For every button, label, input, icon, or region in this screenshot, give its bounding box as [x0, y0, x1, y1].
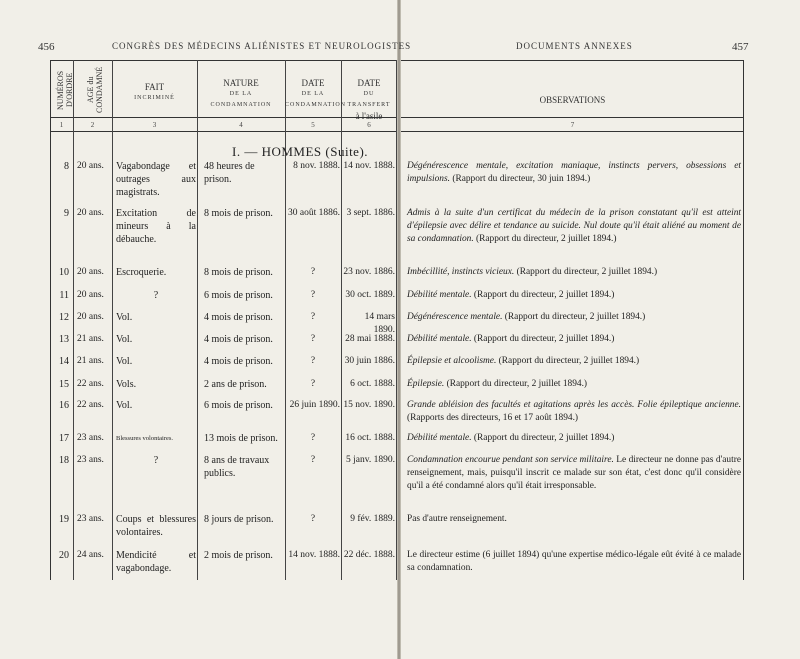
- right-page-number: 457: [732, 41, 749, 53]
- col-header-date-cond-line3: CONDAMNATION: [285, 102, 346, 108]
- col-header-fait-line2: INCRIMINÉ: [134, 95, 175, 101]
- row-observations-text: (Rapport du directeur, 30 juin 1894.): [449, 174, 591, 184]
- row-observations-italic: Épilepsie.: [407, 379, 445, 389]
- row-observations-text: (Rapport du directeur, 2 juillet 1894.): [444, 379, 588, 389]
- row-observations-text: Le directeur estime (6 juillet 1894) qu'une expertise médico-légale eût évité à ce malade sa condamnation.: [407, 550, 741, 573]
- row-fait: ?: [153, 290, 159, 301]
- row-date-transfert: 15 nov. 1890.: [343, 400, 395, 410]
- row-observations-italic: Condamnation encourue pendant son service militaire.: [407, 455, 614, 465]
- col-header-observations: OBSERVATIONS: [539, 95, 606, 105]
- row-nature: 48 heures de prison.: [204, 161, 255, 185]
- row-nature: 8 mois de prison.: [204, 208, 273, 219]
- row-number: 9: [64, 208, 69, 219]
- row-observations: [407, 207, 741, 246]
- row-observations: [407, 432, 741, 445]
- col-number-5: 5: [311, 121, 315, 129]
- row-number: 13: [59, 334, 69, 345]
- row-observations: [407, 311, 741, 324]
- row-observations-text: (Rapport du directeur, 2 juillet 1894.): [514, 267, 658, 277]
- row-age: 20 ans.: [77, 312, 104, 322]
- row-fait: Coups et blessures volontaires.: [116, 514, 196, 538]
- left-page-number: 456: [38, 41, 55, 53]
- row-fait: Vagabondage et outrages aux magistrats.: [116, 161, 196, 198]
- row-age: 23 ans.: [77, 433, 104, 443]
- row-date-condamnation: 30 août 1886.: [288, 208, 340, 218]
- row-date-condamnation: ?: [310, 290, 316, 300]
- row-age: 23 ans.: [77, 514, 104, 524]
- row-age: 22 ans.: [77, 400, 104, 410]
- row-number: 10: [59, 267, 69, 278]
- col-header-date-cond: [285, 78, 346, 111]
- row-date-condamnation: ?: [310, 334, 316, 344]
- row-date-condamnation: ?: [310, 267, 316, 277]
- col-header-age: AGE du CONDAMNÉ: [86, 66, 104, 114]
- row-nature: 8 mois de prison.: [204, 267, 273, 278]
- row-date-condamnation: ?: [310, 312, 316, 322]
- row-observations-italic: Débilité mentale.: [407, 433, 472, 443]
- row-age: 20 ans.: [77, 267, 104, 277]
- row-age: 20 ans.: [77, 208, 104, 218]
- col-header-nature-line1: NATURE: [223, 78, 259, 88]
- row-date-transfert: 28 mai 1888.: [345, 334, 395, 344]
- row-fait: Vols.: [116, 379, 137, 390]
- col-header-date-trans-line3: à l'asile: [355, 111, 383, 121]
- row-date-condamnation: ?: [310, 455, 316, 465]
- row-nature: 2 mois de prison.: [204, 550, 273, 561]
- row-date-transfert: 30 juin 1886.: [344, 356, 395, 366]
- section-title: I. — HOMMES (Suite).: [232, 144, 369, 159]
- row-date-transfert: 5 janv. 1890.: [346, 455, 395, 465]
- row-observations-italic: Dégénérescence mentale, excitation maniaque, instincts pervers, obsessions et impulsions.: [407, 161, 741, 184]
- col-number-7: 7: [570, 121, 575, 129]
- row-nature: 4 mois de prison.: [204, 312, 273, 323]
- row-observations-italic: Admis à la suite d'un certificat du médecin de la prison constatant qu'il est atteint d'épilepsie avec délire et tendance au suicide. Nul doute qu'il était aliéné au moment de sa condamnation.: [407, 208, 741, 244]
- row-date-transfert: 3 sept. 1886.: [346, 208, 395, 218]
- right-running-title: DOCUMENTS ANNEXES: [516, 41, 633, 51]
- col-divider-1: [73, 60, 74, 580]
- row-observations-italic: Épilepsie et alcoolisme.: [407, 356, 497, 366]
- row-observations-text: Pas d'autre renseignement.: [407, 514, 507, 524]
- row-date-condamnation: 8 nov. 1888.: [293, 161, 340, 171]
- row-observations-text: (Rapport du directeur, 2 juillet 1894.): [496, 356, 640, 366]
- row-number: 18: [59, 455, 69, 466]
- row-age: 21 ans.: [77, 356, 104, 366]
- row-number: 20: [59, 550, 69, 561]
- row-nature: 8 ans de travaux publics.: [204, 455, 270, 479]
- row-date-transfert: 14 nov. 1888.: [343, 161, 395, 171]
- col-header-numeros: NUMÉROS D'ORDRE: [56, 70, 74, 110]
- row-observations: [407, 549, 741, 575]
- col-number-3: 3: [152, 121, 157, 129]
- row-nature: 8 jours de prison.: [204, 514, 274, 525]
- row-number: 8: [64, 161, 69, 172]
- row-observations-text: (Rapport du directeur, 2 juillet 1894.): [473, 234, 617, 244]
- col-number-1: 1: [59, 121, 64, 129]
- row-date-transfert: 9 fév. 1889.: [350, 514, 395, 524]
- row-observations-italic: Imbécillité, instincts vicieux.: [407, 267, 515, 277]
- row-date-condamnation: 14 nov. 1888.: [288, 550, 340, 560]
- row-age: 23 ans.: [77, 455, 104, 465]
- row-observations: [407, 333, 741, 346]
- numbers-rule-right: [401, 131, 744, 132]
- col-number-2: 2: [90, 121, 95, 129]
- row-nature: 6 mois de prison.: [204, 400, 273, 411]
- row-date-transfert: 14 mars 1890.: [364, 312, 395, 335]
- col-number-6: 6: [367, 121, 371, 129]
- row-date-transfert: 16 oct. 1888.: [345, 433, 395, 443]
- row-date-transfert: 6 oct. 1888.: [350, 379, 395, 389]
- col-divider-6: [396, 60, 397, 580]
- row-nature: 4 mois de prison.: [204, 334, 273, 345]
- row-fait: Blessures volontaires.: [116, 435, 174, 442]
- row-observations-text: (Rapport du directeur, 2 juillet 1894.): [502, 312, 646, 322]
- row-date-condamnation: ?: [310, 514, 316, 524]
- col-divider-2: [112, 60, 113, 580]
- col-header-fait-line1: FAIT: [144, 82, 165, 92]
- row-fait: Vol.: [116, 356, 133, 367]
- row-observations: [407, 266, 741, 279]
- col-header-date-cond-line2: DE LA: [301, 91, 325, 97]
- row-observations-text: (Rapports des directeurs, 16 et 17 août 1894.): [407, 413, 579, 423]
- col-divider-3: [197, 60, 198, 580]
- row-date-condamnation: ?: [310, 433, 316, 443]
- row-number: 15: [59, 379, 69, 390]
- row-fait: Vol.: [116, 400, 133, 411]
- col-header-nature-line3: CONDAMNATION: [210, 102, 272, 108]
- row-observations: [407, 289, 741, 302]
- row-fait: Mendicité et vagabondage.: [116, 550, 196, 574]
- row-fait: Escroquerie.: [116, 267, 167, 278]
- header-rule-right: [401, 117, 744, 118]
- row-observations-text: (Rapport du directeur, 2 juillet 1894.): [471, 290, 615, 300]
- col-header-fait: [112, 82, 197, 104]
- col-header-date-trans-line1: DATE: [357, 78, 381, 88]
- row-fait: Vol.: [116, 312, 133, 323]
- row-observations-text: Le directeur ne donne pas d'autre renseignement, mais, puisqu'il inscrit ce malade sur son état, c'est donc qu'il considère qu'il a été condamné alors qu'il était irresponsable.: [407, 455, 741, 491]
- row-date-condamnation: ?: [310, 356, 316, 366]
- row-observations: [407, 355, 741, 368]
- row-observations: [407, 378, 741, 391]
- col-header-date-trans: [341, 78, 397, 122]
- row-number: 11: [59, 290, 69, 301]
- row-date-condamnation: 26 juin 1890.: [289, 400, 340, 410]
- row-age: 20 ans.: [77, 161, 104, 171]
- numbers-rule-left: [50, 131, 397, 132]
- row-fait: ?: [153, 455, 159, 466]
- row-nature: 6 mois de prison.: [204, 290, 273, 301]
- row-number: 16: [59, 400, 69, 411]
- row-observations-italic: Dégénérescence mentale.: [407, 312, 503, 322]
- row-date-transfert: 22 déc. 1888.: [343, 550, 395, 560]
- row-observations-text: (Rapport du directeur, 2 juillet 1894.): [471, 433, 615, 443]
- row-date-transfert: 23 nov. 1886.: [343, 267, 395, 277]
- row-observations-italic: Grande abléision des facultés et agitations après les accès. Folie épileptique ancienne.: [407, 400, 741, 410]
- row-fait: Vol.: [116, 334, 133, 345]
- row-nature: 13 mois de prison.: [204, 433, 278, 444]
- row-age: 20 ans.: [77, 290, 104, 300]
- col-header-date-cond-line1: DATE: [301, 78, 325, 88]
- row-nature: 4 mois de prison.: [204, 356, 273, 367]
- row-number: 12: [59, 312, 69, 323]
- row-number: 14: [59, 356, 69, 367]
- row-observations: [407, 399, 741, 425]
- row-observations: [407, 160, 741, 186]
- row-age: 21 ans.: [77, 334, 104, 344]
- col-header-date-trans-line2: DU TRANSFERT: [347, 91, 391, 108]
- col-number-4: 4: [239, 121, 243, 129]
- row-date-transfert: 30 oct. 1889.: [345, 290, 395, 300]
- row-observations-italic: Débilité mentale.: [407, 290, 472, 300]
- row-age: 22 ans.: [77, 379, 104, 389]
- col-header-nature-line2: DE LA: [229, 91, 253, 97]
- row-date-condamnation: ?: [310, 379, 316, 389]
- row-observations: [407, 513, 741, 526]
- row-observations-text: (Rapport du directeur, 2 juillet 1894.): [471, 334, 615, 344]
- row-nature: 2 ans de prison.: [204, 379, 267, 390]
- row-fait: Excitation de mineurs à la débauche.: [116, 208, 196, 245]
- left-running-title: CONGRÈS DES MÉDECINS ALIÉNISTES ET NEUROLOGISTES: [112, 41, 412, 51]
- row-observations: [407, 454, 741, 493]
- row-observations-italic: Débilité mentale.: [407, 334, 472, 344]
- row-number: 17: [59, 433, 69, 444]
- row-age: 24 ans.: [77, 550, 104, 560]
- col-header-nature: [197, 78, 285, 111]
- row-number: 19: [59, 514, 69, 525]
